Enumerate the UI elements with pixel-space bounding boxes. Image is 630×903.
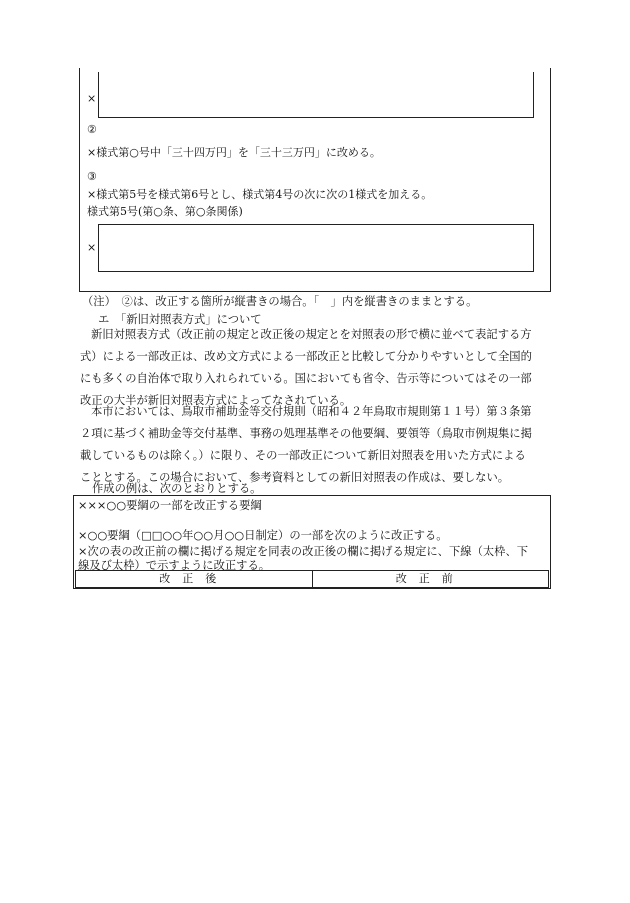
note-text: （注） ②は、改正する箇所が縦書きの場合。「 」内を縦書きのままとする。 <box>82 295 478 308</box>
form-example-frame <box>79 68 551 292</box>
sample-box-1-bottom <box>98 117 534 118</box>
sample-box-2-bottom <box>98 271 534 272</box>
example-line-3: 線及び太枠）で示すように改正する。 <box>78 559 271 572</box>
paragraph-1 <box>80 324 550 412</box>
paragraph-1-line-2: 式）による一部改正は、改め文方式による一部改正と比較して分かりやすいとして全国的 <box>80 350 532 363</box>
form-label: 様式第5号(第○条、第○条関係) <box>87 205 243 218</box>
comparison-table-header <box>75 570 549 588</box>
x-mark-1: × <box>87 92 97 105</box>
section-heading: エ 「新旧対照表方式」について <box>98 313 262 326</box>
item2-text: ×様式第○号中「三十四万円」を「三十三万円」に改める。 <box>87 146 381 159</box>
paragraph-2 <box>80 401 550 489</box>
paragraph-1-line-1: 新旧対照表方式（改正前の規定と改正後の規定とを対照表の形で横に並べて表記する方 <box>91 328 532 341</box>
sample-box-1-left <box>98 72 99 118</box>
paragraph-2-line-1: 本市においては、鳥取市補助金等交付規則（昭和４２年鳥取市規則第１１号）第３条第 <box>91 405 532 418</box>
paragraph-2-line-4: こととする。この場合において、参考資料としての新旧対照表の作成は、要しない。 <box>80 471 510 484</box>
item2-number: ② <box>87 123 97 136</box>
example-intro: 作成の例は、次のとおりとする。 <box>92 482 262 495</box>
x-mark-2: × <box>87 241 97 254</box>
sample-box-2-right <box>533 224 534 272</box>
sample-box-2-top <box>98 224 534 225</box>
column-before-label: 改正前 <box>312 571 549 587</box>
column-after-label: 改正後 <box>159 572 229 585</box>
paragraph-2-line-2: ２項に基づく補助金等交付基準、事務の処理基準その他要綱、要領等（鳥取市例規集に掲 <box>80 427 532 440</box>
sample-box-1-right <box>533 72 534 118</box>
sample-box-2-left <box>98 224 99 272</box>
example-line-2: ×次の表の改正前の欄に掲げる規定を同表の改正後の欄に掲げる規定に、下線（太枠、下 <box>78 545 529 558</box>
paragraph-1-line-4: 改正の大半が新旧対照表方式によってなされている。 <box>80 394 352 407</box>
paragraph-1-line-3: にも多くの自治体で取り入れられている。国においても省令、告示等についてはその一部 <box>80 372 532 385</box>
example-title: ×××○○要綱の一部を改正する要綱 <box>78 499 262 512</box>
example-line-1: ×○○要綱（□□○○年○○月○○日制定）の一部を次のように改正する。 <box>78 529 448 542</box>
paragraph-2-line-3: 載しているものは除く。）に限り、その一部改正について新旧対照表を用いた方式による <box>80 449 526 462</box>
item3-text: ×様式第5号を様式第6号とし、様式第4号の次に次の1様式を加える。 <box>87 188 433 201</box>
item3-number: ③ <box>87 170 97 183</box>
